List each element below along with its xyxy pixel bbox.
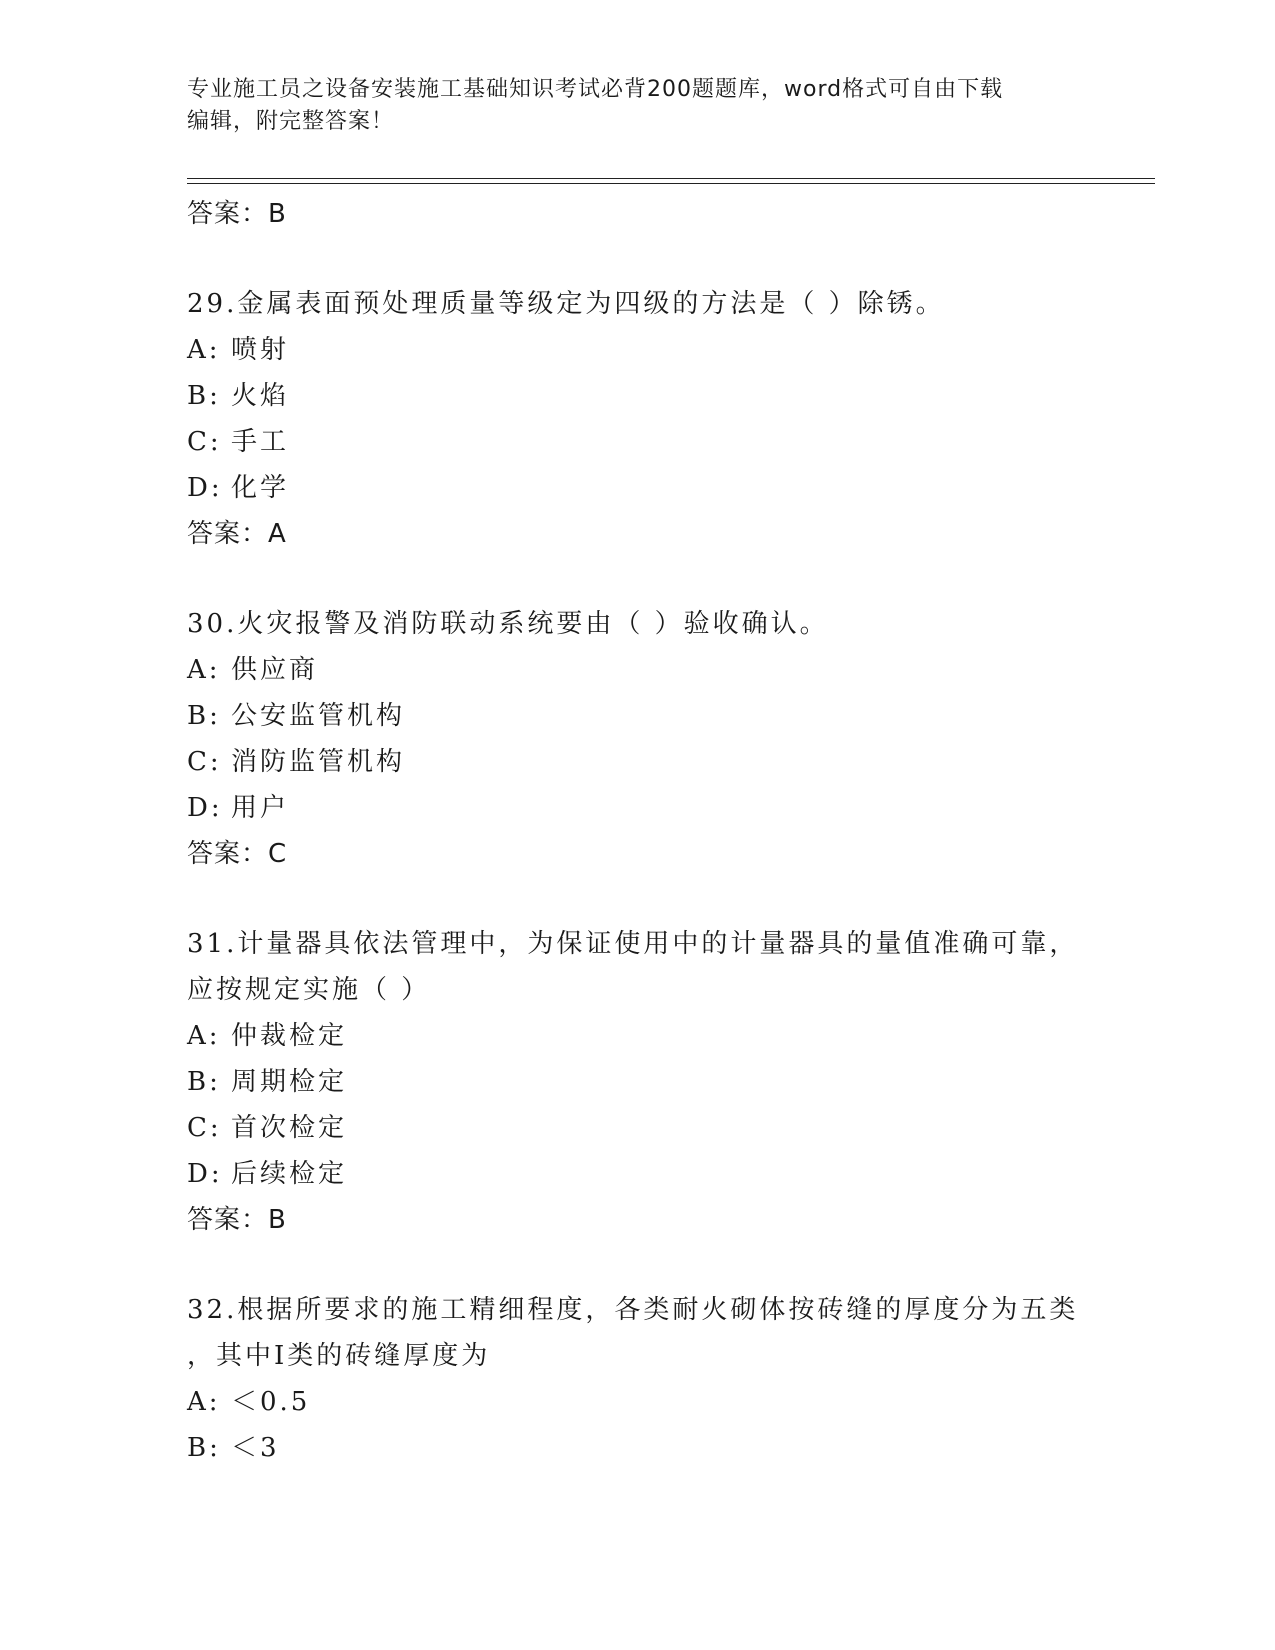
option-letter: C: [187,1113,222,1143]
header-title-line-2: 编辑，附完整答案！ [187,109,395,134]
option-d [187,1151,1107,1197]
answer-line: 答案：A [187,519,287,549]
option-letter: A: [187,655,221,685]
option-letter: C: [187,747,222,777]
question-stem-line-2: 应按规定实施（ ） [187,975,431,1005]
question-stem-line-1: 31.计量器具依法管理中，为保证使用中的计量器具的量值准确可靠， [187,929,1079,959]
question-stem: 30.火灾报警及消防联动系统要由（ ）验收确认。 [187,609,829,639]
option-letter: D: [187,793,223,823]
option-text: 火焰 [231,381,290,411]
option-letter: D: [187,473,223,503]
option-letter: A: [187,1387,221,1417]
header-title-line-1: 专业施工员之设备安装施工基础知识考试必背200题题库，word格式可自由下载 [187,77,1004,102]
header-divider-bottom [187,183,1155,184]
option-text: 供应商 [231,655,319,685]
option-text: 周期检定 [231,1067,348,1097]
option-c [187,1105,1107,1151]
option-b [187,1425,1107,1471]
question-stem-line-2: ，其中Ⅰ类的砖缝厚度为 [187,1341,491,1371]
option-c [187,419,1107,465]
option-a [187,1379,1107,1425]
option-text: ＜3 [231,1433,280,1463]
document-header [187,74,1087,138]
question-29 [187,281,1107,557]
header-divider-top [187,178,1155,179]
option-c [187,739,1107,785]
question-32 [187,1287,1107,1471]
option-text: 公安监管机构 [231,701,406,731]
option-letter: D: [187,1159,223,1189]
question-31 [187,921,1107,1243]
option-letter: B: [187,701,221,731]
question-stem-line-1: 32.根据所要求的施工精细程度，各类耐火砌体按砖缝的厚度分为五类 [187,1295,1079,1325]
question-30 [187,601,1107,877]
option-d [187,785,1107,831]
option-text: 用户 [231,793,290,823]
option-b [187,373,1107,419]
option-letter: A: [187,1021,221,1051]
option-text: ＜0.5 [231,1387,311,1417]
option-letter: B: [187,381,221,411]
option-letter: A: [187,335,221,365]
option-a [187,647,1107,693]
option-text: 化学 [231,473,290,503]
option-text: 仲裁检定 [231,1021,348,1051]
option-text: 手工 [231,427,290,457]
question-list [187,191,1107,1471]
option-a [187,1013,1107,1059]
answer-line: 答案：B [187,1205,287,1235]
option-a [187,327,1107,373]
option-text: 后续检定 [231,1159,348,1189]
answer-line: 答案：B [187,199,287,229]
question-stem: 29.金属表面预处理质量等级定为四级的方法是（ ）除锈。 [187,289,945,319]
option-text: 消防监管机构 [231,747,406,777]
option-b [187,693,1107,739]
answer-line: 答案：C [187,839,288,869]
option-b [187,1059,1107,1105]
option-text: 喷射 [231,335,290,365]
option-letter: C: [187,427,222,457]
option-text: 首次检定 [231,1113,348,1143]
option-letter: B: [187,1067,221,1097]
option-letter: B: [187,1433,221,1463]
option-d [187,465,1107,511]
